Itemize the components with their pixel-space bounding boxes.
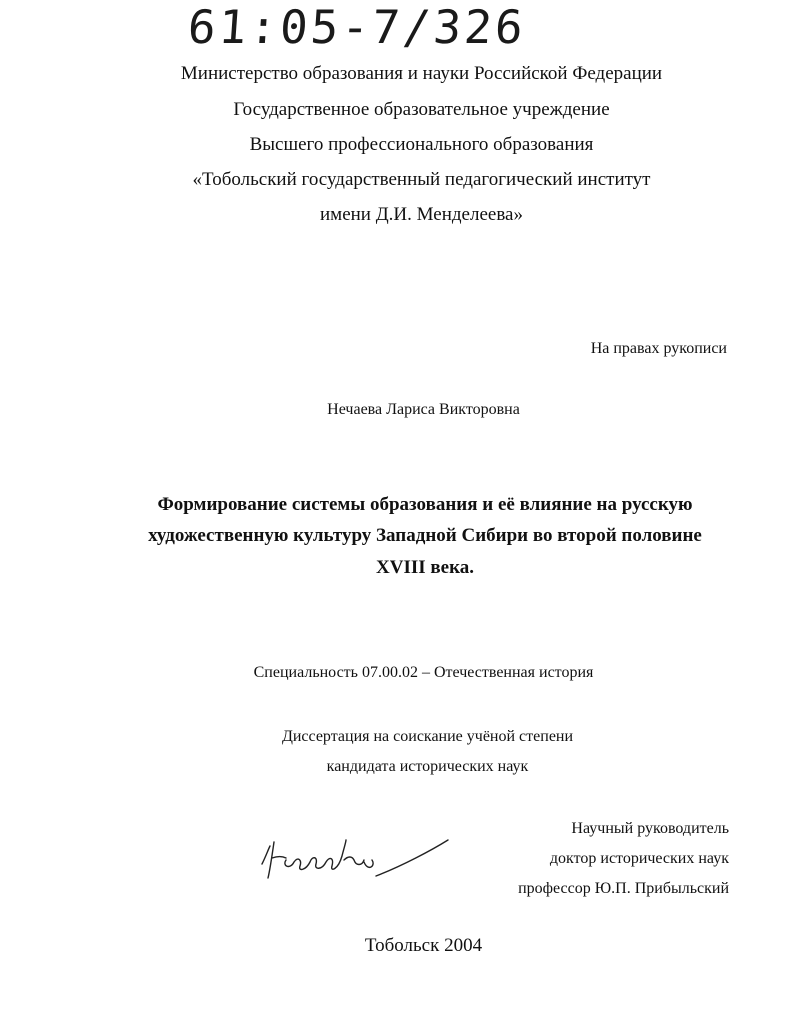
institute-name-cont: имени Д.И. Менделеева» bbox=[320, 204, 523, 225]
degree-line-2: кандидата исторических наук bbox=[326, 758, 529, 775]
dissertation-title bbox=[60, 489, 790, 583]
supervisor-name: профессор Ю.П. Прибыльский bbox=[518, 880, 729, 897]
institution-type: Государственное образовательное учреждение bbox=[233, 99, 610, 120]
specialty: Специальность 07.00.02 – Отечественная история bbox=[253, 664, 594, 681]
title-line-1: Формирование системы образования и её влияние на русскую bbox=[157, 494, 693, 515]
education-level: Высшего профессионального образования bbox=[249, 134, 594, 155]
city-year: Тобольск 2004 bbox=[364, 935, 483, 956]
supervisor-degree: доктор исторических наук bbox=[549, 850, 729, 867]
degree-statement bbox=[28, 722, 799, 782]
supervisor-block bbox=[518, 814, 729, 904]
archive-stamp: 61:05-7/326 bbox=[186, 0, 528, 54]
author-name: Нечаева Лариса Викторовна bbox=[327, 401, 520, 418]
ministry-name: Министерство образования и науки Российской Федерации bbox=[180, 63, 663, 84]
handwritten-signature bbox=[252, 826, 452, 891]
title-line-2: художественную культуру Западной Сибири во второй половине bbox=[148, 525, 702, 547]
manuscript-rights-note: На правах рукописи bbox=[590, 340, 727, 357]
institute-name: «Тобольский государственный педагогический институт bbox=[192, 169, 651, 190]
degree-line-1: Диссертация на соискание учёной степени bbox=[281, 728, 574, 745]
supervisor-role: Научный руководитель bbox=[571, 820, 729, 837]
title-line-3: XVIII века. bbox=[376, 556, 474, 578]
